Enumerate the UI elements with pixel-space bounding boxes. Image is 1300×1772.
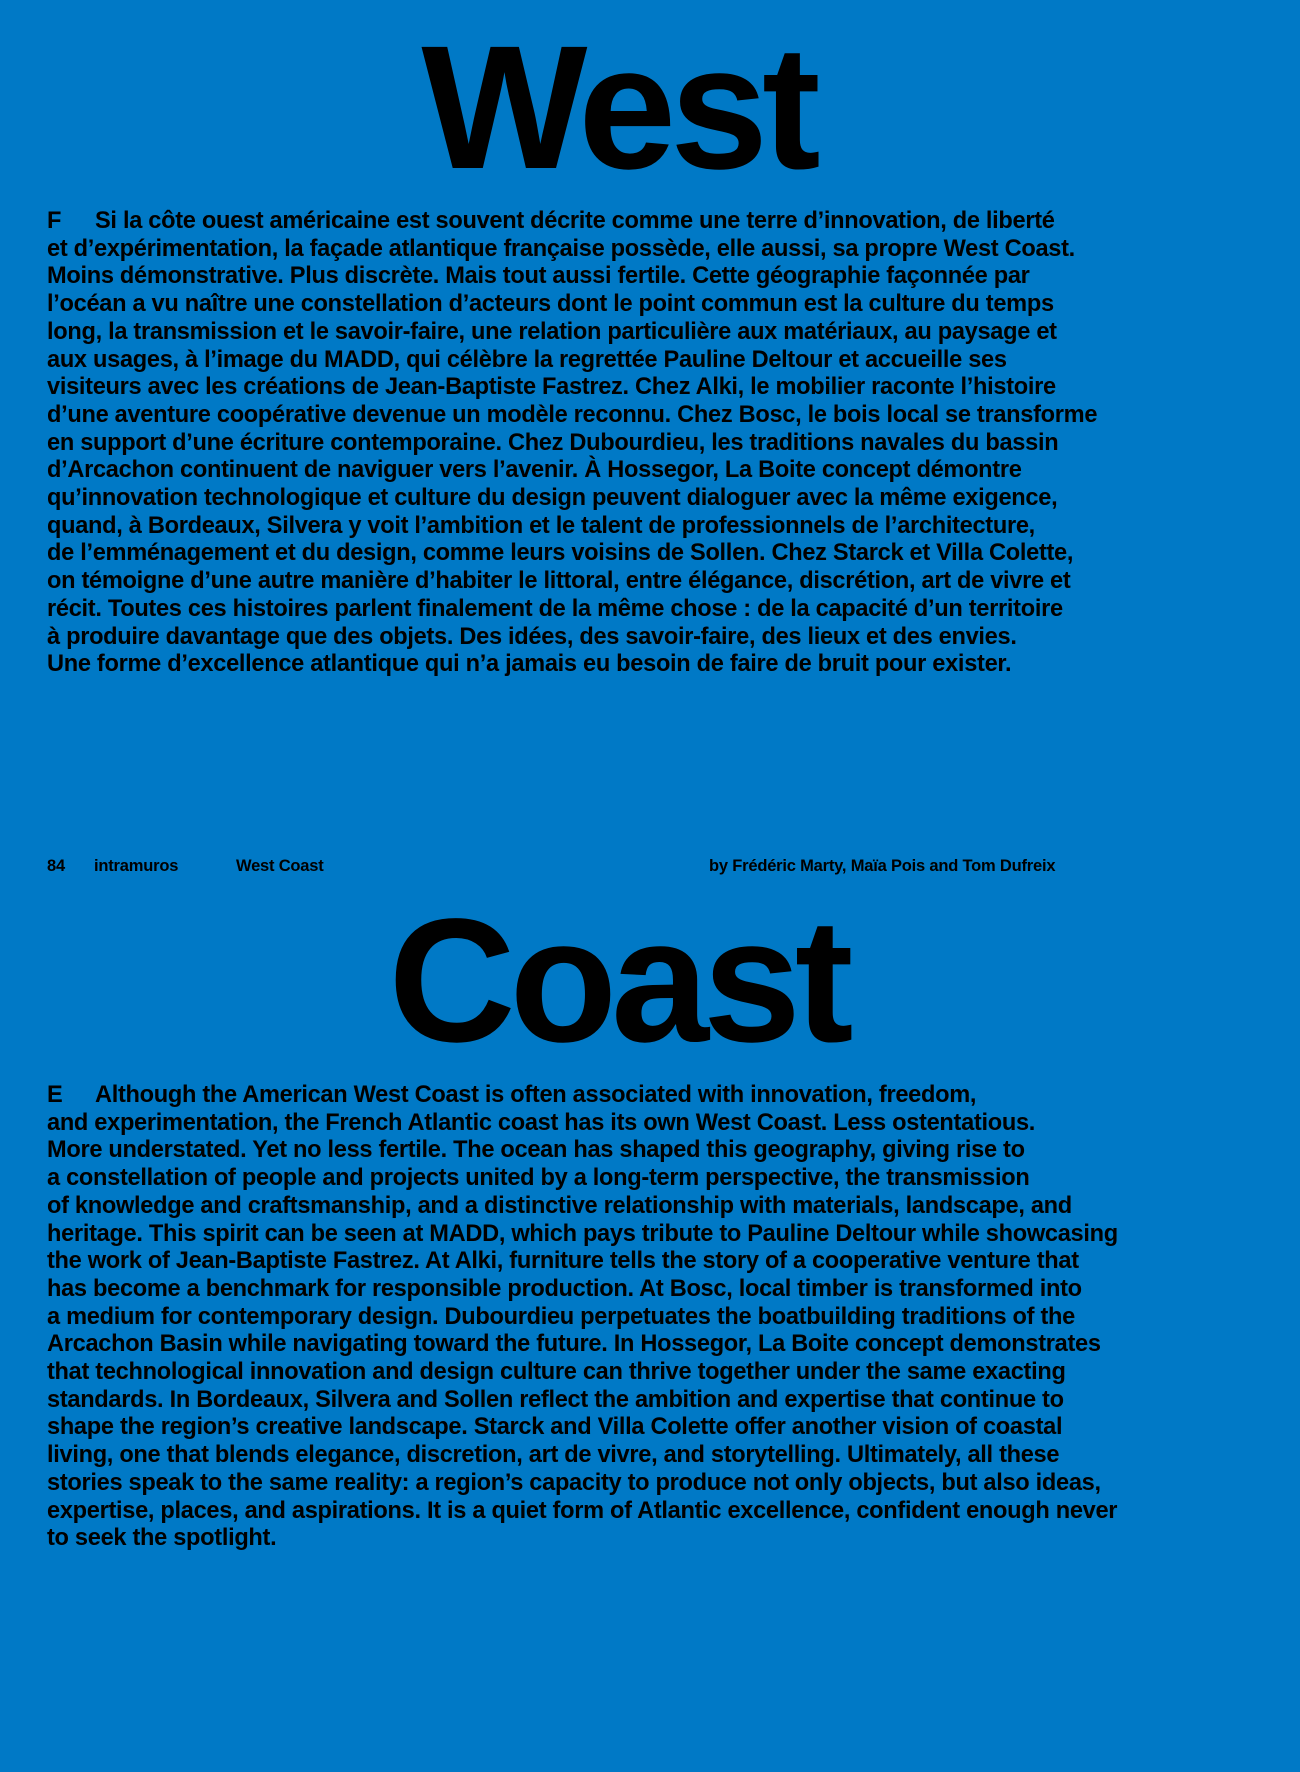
text-line: and experimentation, the French Atlantic coast has its own West Coast. Less ostentatious. bbox=[47, 1109, 1036, 1136]
english-article-text bbox=[47, 1082, 1257, 1553]
text-line: quand, à Bordeaux, Silvera y voit l’ambition et le talent de professionnels de l’architecture, bbox=[47, 512, 1035, 539]
text-line: Moins démonstrative. Plus discrète. Mais tout aussi fertile. Cette géographie façonnée par bbox=[47, 263, 1030, 290]
text-line: qu’innovation technologique et culture du design peuvent dialoguer avec la même exigence, bbox=[47, 485, 1058, 512]
text-line: F Si la côte ouest américaine est souvent décrite comme une terre d’innovation, de liberté bbox=[47, 208, 1055, 234]
text-line: shape the region’s creative landscape. Starck and Villa Colette offer another vision of coastal bbox=[47, 1414, 1063, 1441]
text-line: expertise, places, and aspirations. It is a quiet form of Atlantic excellence, confident enough never bbox=[47, 1497, 1118, 1524]
text-line: the work of Jean-Baptiste Fastrez. At Alki, furniture tells the story of a cooperative venture that bbox=[47, 1248, 1079, 1275]
text-line: E Although the American West Coast is often associated with innovation, freedom, bbox=[47, 1082, 977, 1108]
page-footer bbox=[0, 856, 1300, 876]
text-line: heritage. This spirit can be seen at MADD, which pays tribute to Pauline Deltour while showcasing bbox=[47, 1220, 1118, 1247]
text-line: aux usages, à l’image du MADD, qui célèbre la regrettée Pauline Deltour et accueille ses bbox=[47, 346, 1007, 373]
text-line: a constellation of people and projects united by a long-term perspective, the transmission bbox=[47, 1165, 1030, 1192]
language-marker-french: F bbox=[47, 208, 62, 234]
magazine-name: intramuros bbox=[94, 857, 179, 875]
text-line: long, la transmission et le savoir-faire, une relation particulière aux matériaux, au paysage et bbox=[47, 318, 1057, 345]
page-number: 84 bbox=[47, 857, 65, 875]
text-line: living, one that blends elegance, discretion, art de vivre, and storytelling. Ultimately, all these bbox=[47, 1442, 1060, 1469]
text-line: à produire davantage que des objets. Des idées, des savoir-faire, des lieux et des envies. bbox=[47, 623, 1017, 650]
text-line: en support d’une écriture contemporaine. Chez Dubourdieu, les traditions navales du bassin bbox=[47, 429, 1059, 456]
authors-credit: by Frédéric Marty, Maïa Pois and Tom Dufreix bbox=[709, 857, 1056, 875]
french-article-text bbox=[47, 208, 1257, 679]
text-line: l’océan a vu naître une constellation d’acteurs dont le point commun est la culture du temps bbox=[47, 291, 1054, 318]
text-line: d’une aventure coopérative devenue un modèle reconnu. Chez Bosc, le bois local se transforme bbox=[47, 401, 1098, 428]
text-line: to seek the spotlight. bbox=[47, 1525, 277, 1552]
text-line: standards. In Bordeaux, Silvera and Sollen reflect the ambition and expertise that continue to bbox=[47, 1386, 1064, 1413]
text-line: More understated. Yet no less fertile. The ocean has shaped this geography, giving rise to bbox=[47, 1137, 1025, 1164]
text-line: de l’emménagement et du design, comme leurs voisins de Sollen. Chez Starck et Villa Colette, bbox=[47, 540, 1074, 567]
text-line: stories speak to the same reality: a region’s capacity to produce not only objects, but also ideas, bbox=[47, 1469, 1101, 1496]
language-marker-english: E bbox=[47, 1082, 63, 1108]
text-line: d’Arcachon continuent de naviguer vers l’avenir. À Hossegor, La Boite concept démontre bbox=[47, 457, 1022, 484]
title-west: West bbox=[421, 10, 815, 206]
text-line: of knowledge and craftsmanship, and a distinctive relationship with materials, landscape, and bbox=[47, 1192, 1072, 1219]
section-name: West Coast bbox=[236, 857, 324, 875]
text-line: on témoigne d’une autre manière d’habiter le littoral, entre élégance, discrétion, art de vivre et bbox=[47, 568, 1071, 595]
title-coast: Coast bbox=[388, 883, 848, 1079]
text-line: et d’expérimentation, la façade atlantique française possède, elle aussi, sa propre West Coast. bbox=[47, 235, 1075, 262]
text-line: that technological innovation and design culture can thrive together under the same exacting bbox=[47, 1359, 1066, 1386]
text-line: Arcachon Basin while navigating toward the future. In Hossegor, La Boite concept demonstrates bbox=[47, 1331, 1101, 1358]
text-line: visiteurs avec les créations de Jean-Baptiste Fastrez. Chez Alki, le mobilier raconte l’histoire bbox=[47, 374, 1056, 401]
text-line: has become a benchmark for responsible production. At Bosc, local timber is transformed into bbox=[47, 1275, 1082, 1302]
text-line: a medium for contemporary design. Dubourdieu perpetuates the boatbuilding traditions of the bbox=[47, 1303, 1075, 1330]
text-line: récit. Toutes ces histoires parlent finalement de la même chose : de la capacité d’un territoire bbox=[47, 595, 1063, 622]
text-line: Une forme d’excellence atlantique qui n’a jamais eu besoin de faire de bruit pour exister. bbox=[47, 651, 1012, 678]
